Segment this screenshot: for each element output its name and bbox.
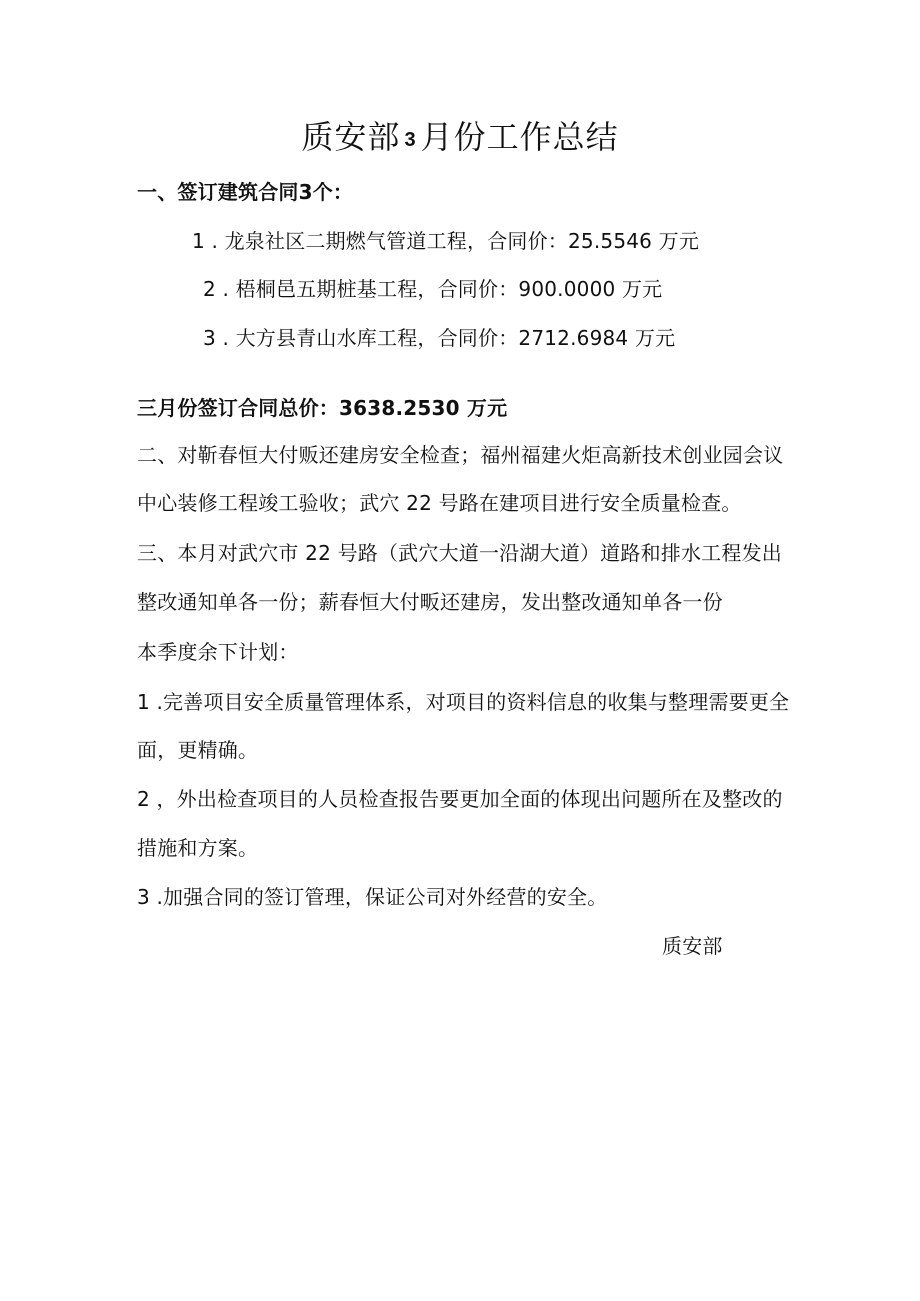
document-title bbox=[0, 118, 920, 156]
plan-heading: 本季度余下计划： bbox=[137, 640, 299, 664]
contract-item-1: 1 . 龙泉社区二期燃气管道工程，合同价：25.5546 万元 bbox=[192, 229, 700, 253]
plan-item-1-line-1: 1 .完善项目安全质量管理体系，对项目的资料信息的收集与整理需要更全 bbox=[137, 690, 790, 714]
section3-line-2: 整改通知单各一份；薪春恒大付畈还建房，发出整改通知单各一份 bbox=[137, 590, 723, 614]
total-contract-value: 三月份签订合同总价：3638.2530 万元 bbox=[137, 396, 508, 420]
plan-item-1-line-2: 面，更精确。 bbox=[137, 738, 259, 762]
plan-item-2-line-1: 2 ，外出检查项目的人员检查报告要更加全面的体现出问题所在及整改的 bbox=[137, 787, 783, 811]
section2-line-2: 中心装修工程竣工验收；武穴 22 号路在建项目进行安全质量检查。 bbox=[137, 491, 742, 515]
contract-item-3: 3 . 大方县青山水库工程，合同价：2712.6984 万元 bbox=[203, 326, 676, 350]
plan-item-3: 3 .加强合同的签订管理，保证公司对外经营的安全。 bbox=[137, 885, 608, 909]
title-suffix: 月份工作总结 bbox=[420, 118, 619, 156]
plan-item-2-line-2: 措施和方案。 bbox=[137, 836, 259, 860]
contract-item-2: 2 . 梧桐邑五期桩基工程，合同价：900.0000 万元 bbox=[203, 277, 663, 301]
title-month-number: 3 bbox=[404, 129, 417, 151]
section3-line-1: 三、本月对武穴市 22 号路（武穴大道一沿湖大道）道路和排水工程发出 bbox=[137, 541, 782, 565]
signature: 质安部 bbox=[662, 934, 723, 958]
section1-heading: 一、签订建筑合同3个： bbox=[137, 180, 354, 204]
title-prefix: 质安部 bbox=[301, 118, 401, 156]
section2-line-1: 二、对靳春恒大付贩还建房安全检查；福州福建火炬高新技术创业园会议 bbox=[137, 443, 784, 467]
